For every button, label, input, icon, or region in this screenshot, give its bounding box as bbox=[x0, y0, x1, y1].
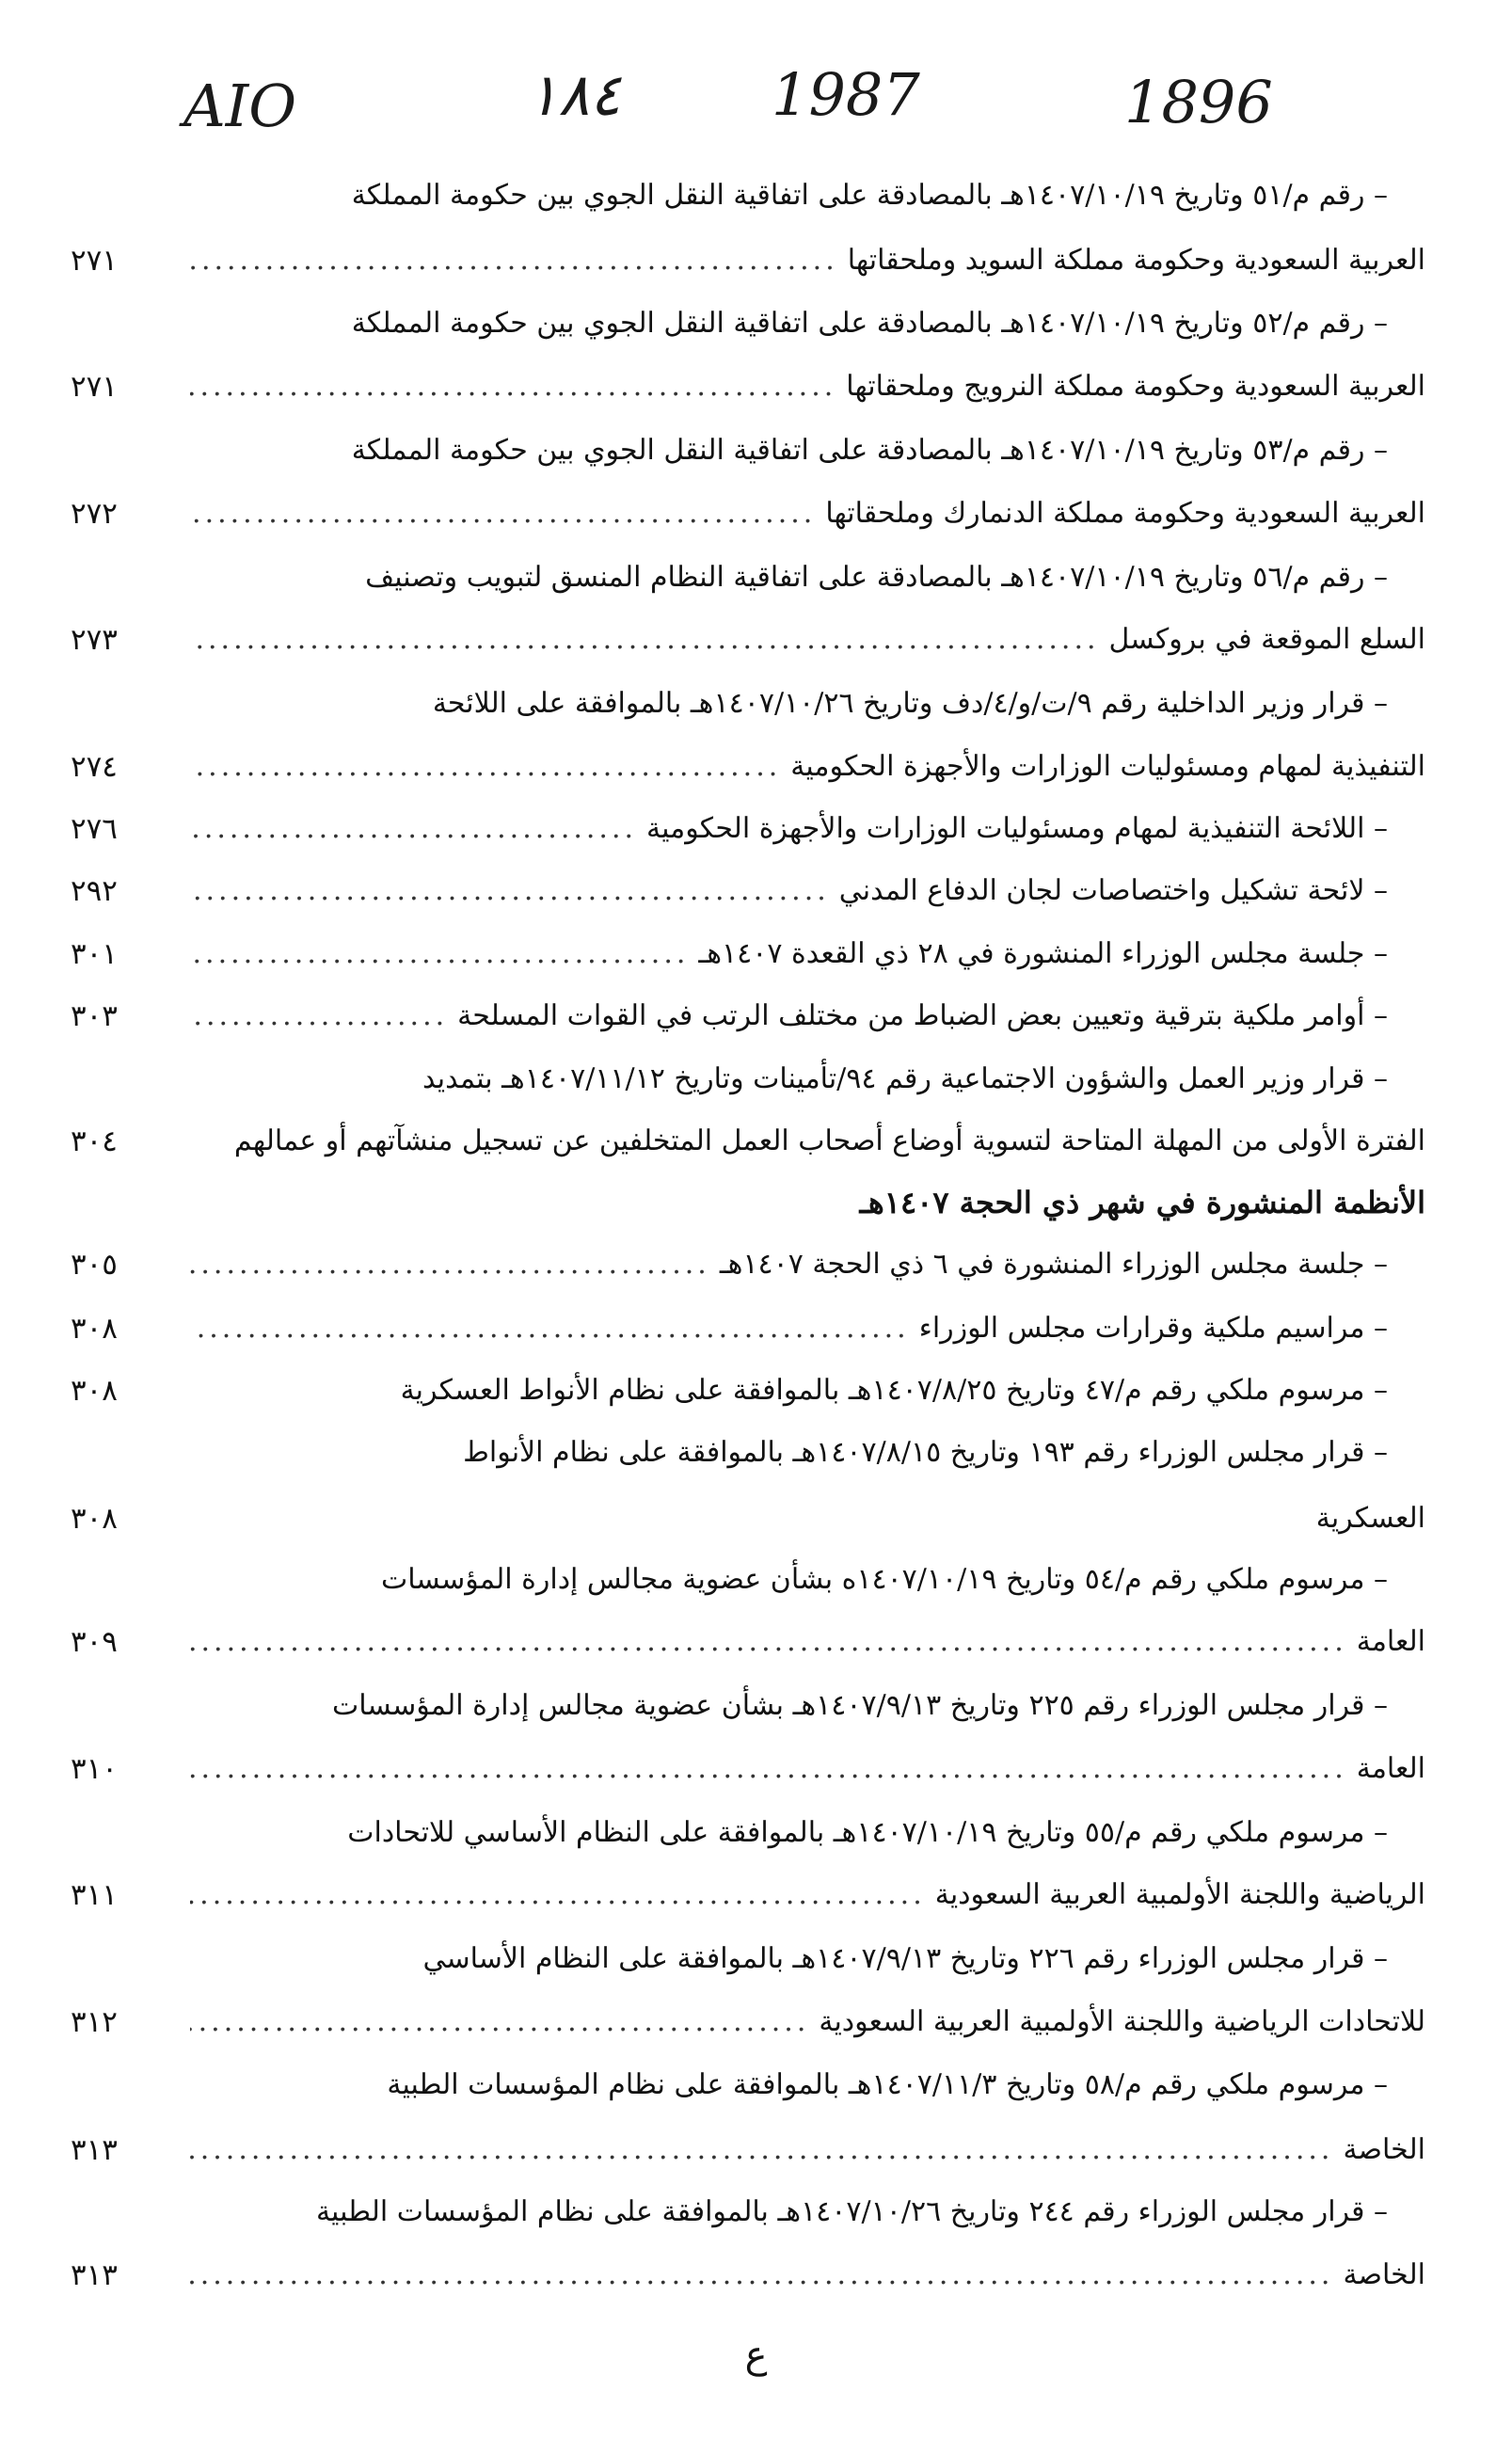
dot-leader bbox=[190, 619, 1100, 661]
handwritten-reference: 1896 bbox=[1124, 68, 1273, 136]
page-number: ٣٠٣ bbox=[71, 999, 118, 1033]
dot-leader bbox=[190, 366, 836, 407]
toc-entry-line bbox=[181, 493, 1425, 534]
toc-entry-line bbox=[181, 933, 1388, 975]
toc-entry-line bbox=[181, 870, 1388, 912]
toc-entry-line bbox=[181, 2129, 1425, 2171]
toc-entry-text: – لائحة تشكيل واختصاصات لجان الدفاع المدني bbox=[838, 874, 1388, 907]
toc-entry-line: – قرار وزير الداخلية رقم ٩/ت/و/٤/دف وتاريخ ١٤٠٧/١٠/٢٦هـ بالموافقة على اللائحة bbox=[432, 687, 1388, 720]
dot-leader bbox=[190, 240, 838, 281]
dot-leader bbox=[190, 493, 816, 534]
toc-entry-line bbox=[181, 619, 1425, 661]
toc-entry-line: – رقم م/٥١ وتاريخ ١٤٠٧/١٠/١٩هـ بالمصادقة على اتفاقية النقل الجوي بين حكومة المملكة bbox=[351, 179, 1388, 212]
dot-leader bbox=[190, 1621, 1347, 1663]
toc-entry-line bbox=[181, 746, 1425, 788]
page-number: ٣١٣ bbox=[71, 2133, 118, 2167]
dot-leader bbox=[190, 933, 689, 975]
page-number: ٢٧٦ bbox=[71, 812, 118, 846]
page-number: ٢٧١ bbox=[71, 244, 118, 278]
page-number: ٣٠٥ bbox=[71, 1248, 118, 1282]
toc-entry-line: – رقم م/٥٦ وتاريخ ١٤٠٧/١٠/١٩هـ بالمصادقة على اتفاقية النظام المنسق لتبويب وتصنيف bbox=[365, 561, 1388, 594]
toc-entry-line bbox=[181, 1621, 1425, 1663]
dot-leader bbox=[190, 996, 448, 1037]
dot-leader bbox=[190, 2001, 809, 2043]
page-number: ٣١٢ bbox=[71, 2005, 118, 2039]
toc-entry-text: الخاصة bbox=[1343, 2258, 1425, 2291]
page-footer-letter: ع bbox=[744, 2334, 768, 2377]
page-number: ٣٠٨ bbox=[71, 1312, 118, 1346]
toc-entry-text: – جلسة مجلس الوزراء المنشورة في ٦ ذي الحجة ١٤٠٧هـ bbox=[719, 1248, 1388, 1281]
handwritten-issue-number: ١٨٤ bbox=[527, 60, 621, 129]
toc-entry-text: السلع الموقعة في بروكسل bbox=[1108, 623, 1425, 656]
toc-entry-line bbox=[181, 1498, 1425, 1539]
dot-leader bbox=[190, 2255, 1333, 2296]
page-number: ٣١٣ bbox=[71, 2258, 118, 2292]
toc-entry-line bbox=[181, 996, 1388, 1037]
toc-entry-line bbox=[181, 1748, 1425, 1790]
toc-entry-text: العسكرية bbox=[1315, 1502, 1425, 1535]
page-number: ٢٧١ bbox=[71, 370, 118, 404]
toc-entry-line bbox=[181, 240, 1425, 281]
toc-entry-line bbox=[181, 1244, 1388, 1285]
toc-entry-line bbox=[181, 808, 1388, 850]
toc-entry-line: – قرار مجلس الوزراء رقم ٢٤٤ وتاريخ ١٤٠٧/١٠/٢٦هـ بالموافقة على نظام المؤسسات الطبية bbox=[315, 2195, 1388, 2228]
toc-entry-line: – قرار مجلس الوزراء رقم ٢٢٥ وتاريخ ١٤٠٧/٩/١٣هـ بشأن عضوية مجالس إدارة المؤسسات bbox=[331, 1689, 1388, 1722]
toc-entry-line bbox=[181, 2001, 1425, 2043]
page-number: ٣٠٨ bbox=[71, 1374, 118, 1408]
page-number: ٢٩٢ bbox=[71, 874, 118, 908]
dot-leader bbox=[190, 1874, 926, 1916]
page-number: ٢٧٣ bbox=[71, 623, 118, 657]
toc-entry-text: – مرسوم ملكي رقم م/٤٧ وتاريخ ١٤٠٧/٨/٢٥هـ بالموافقة على نظام الأنواط العسكرية bbox=[400, 1374, 1388, 1407]
toc-entry-text: الرياضية واللجنة الأولمبية العربية السعودية bbox=[934, 1878, 1425, 1911]
toc-entry-text: – مراسيم ملكية وقرارات مجلس الوزراء bbox=[918, 1312, 1388, 1345]
dot-leader bbox=[190, 1244, 710, 1285]
toc-entry-line: – قرار مجلس الوزراء رقم ٢٢٦ وتاريخ ١٤٠٧/٩/١٣هـ بالموافقة على النظام الأساسي bbox=[422, 1942, 1388, 1975]
page-number: ٣٠٨ bbox=[71, 1502, 118, 1536]
toc-entry-text: العربية السعودية وحكومة مملكة الدنمارك وملحقاتها bbox=[825, 497, 1425, 530]
toc-entry-line: – قرار مجلس الوزراء رقم ١٩٣ وتاريخ ١٤٠٧/٨/١٥هـ بالموافقة على نظام الأنواط bbox=[463, 1436, 1388, 1469]
section-heading: الأنظمة المنشورة في شهر ذي الحجة ١٤٠٧هـ bbox=[859, 1185, 1425, 1220]
toc-entry-text: العامة bbox=[1356, 1625, 1425, 1658]
toc-entry-line: – مرسوم ملكي رقم م/٥٨ وتاريخ ١٤٠٧/١١/٣هـ بالموافقة على نظام المؤسسات الطبية bbox=[387, 2068, 1388, 2101]
toc-entry-text: للاتحادات الرياضية واللجنة الأولمبية العربية السعودية bbox=[819, 2005, 1425, 2038]
dot-leader bbox=[190, 870, 830, 912]
toc-entry-line bbox=[181, 1308, 1388, 1349]
toc-entry-text: الخاصة bbox=[1343, 2133, 1425, 2166]
toc-entry-line bbox=[181, 1370, 1388, 1411]
toc-entry-line: – رقم م/٥٣ وتاريخ ١٤٠٧/١٠/١٩هـ بالمصادقة على اتفاقية النقل الجوي بين حكومة المملكة bbox=[351, 434, 1388, 467]
toc-entry-line bbox=[181, 1874, 1425, 1916]
toc-entry-line bbox=[181, 366, 1425, 407]
toc-entry-text: العربية السعودية وحكومة مملكة السويد وملحقاتها bbox=[847, 244, 1425, 277]
dot-leader bbox=[190, 746, 781, 788]
handwritten-year: 1987 bbox=[772, 60, 920, 129]
toc-entry-line: الفترة الأولى من المهلة المتاحة لتسوية أوضاع أصحاب العمل المتخلفين عن تسجيل منشآتهم أو عمالهم bbox=[233, 1124, 1425, 1157]
toc-entry-line: – مرسوم ملكي رقم م/٥٥ وتاريخ ١٤٠٧/١٠/١٩هـ بالموافقة على النظام الأساسي للاتحادات bbox=[347, 1816, 1388, 1849]
handwritten-code: AIO bbox=[183, 72, 297, 140]
toc-entry-text: العربية السعودية وحكومة مملكة النرويج وملحقاتها bbox=[846, 370, 1425, 403]
page-number: ٣٠١ bbox=[71, 937, 118, 971]
toc-entry-text: العامة bbox=[1356, 1752, 1425, 1785]
toc-entry-line: – رقم م/٥٢ وتاريخ ١٤٠٧/١٠/١٩هـ بالمصادقة على اتفاقية النقل الجوي بين حكومة المملكة bbox=[351, 307, 1388, 340]
toc-entry-line: – مرسوم ملكي رقم م/٥٤ وتاريخ ١٤٠٧/١٠/١٩ه بشأن عضوية مجالس إدارة المؤسسات bbox=[381, 1563, 1388, 1596]
toc-entry-text: – أوامر ملكية بترقية وتعيين بعض الضباط من مختلف الرتب في القوات المسلحة bbox=[457, 999, 1388, 1032]
page-number: ٣٠٤ bbox=[71, 1124, 118, 1158]
page-number: ٣١١ bbox=[71, 1878, 118, 1912]
dot-leader bbox=[190, 1748, 1347, 1790]
toc-entry-line bbox=[181, 2255, 1425, 2296]
toc-entry-text: التنفيذية لمهام ومسئوليات الوزارات والأجهزة الحكومية bbox=[790, 750, 1425, 783]
page-number: ٣١٠ bbox=[71, 1752, 118, 1786]
dot-leader bbox=[190, 808, 637, 850]
page-number: ٢٧٢ bbox=[71, 497, 118, 531]
dot-leader bbox=[190, 2129, 1333, 2171]
page-number: ٣٠٩ bbox=[71, 1625, 118, 1659]
page-number: ٢٧٤ bbox=[71, 750, 118, 784]
toc-entry-line: – قرار وزير العمل والشؤون الاجتماعية رقم ٩٤/تأمينات وتاريخ ١٤٠٧/١١/١٢هـ بتمديد bbox=[422, 1062, 1388, 1095]
toc-entry-text: – اللائحة التنفيذية لمهام ومسئوليات الوزارات والأجهزة الحكومية bbox=[646, 812, 1388, 845]
dot-leader bbox=[190, 1308, 910, 1349]
toc-entry-text: – جلسة مجلس الوزراء المنشورة في ٢٨ ذي القعدة ١٤٠٧هـ bbox=[698, 937, 1388, 970]
